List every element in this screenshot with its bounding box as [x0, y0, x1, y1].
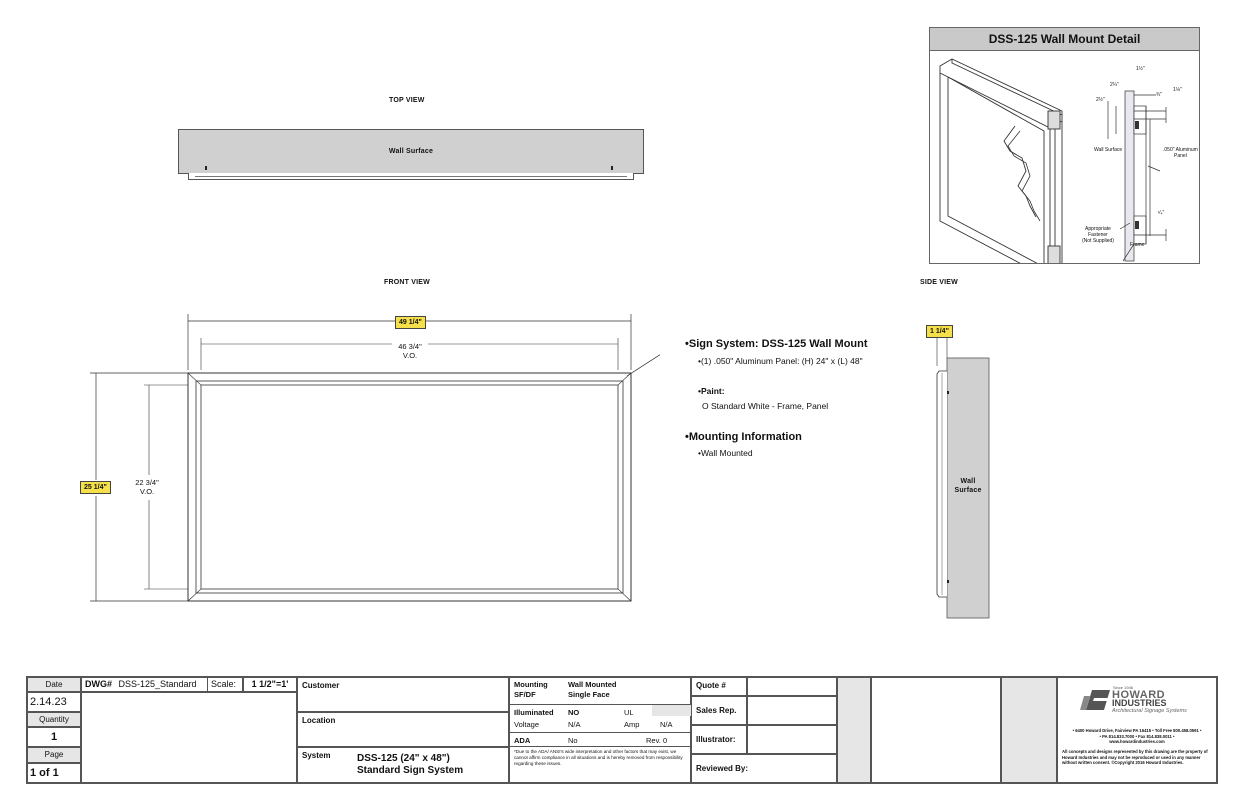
- detail-dim-c: ¾": [1156, 92, 1162, 98]
- quote-value: [747, 677, 837, 696]
- company-block: [1057, 677, 1217, 783]
- detail-panel-1: .050" Aluminum: [1163, 147, 1198, 153]
- overall-width-tag: 49 1/4": [395, 316, 426, 329]
- quantity-value: 1: [27, 727, 81, 747]
- company-logo-icon: [1080, 688, 1110, 712]
- spec-mounting-line: •Wall Mounted: [698, 448, 753, 458]
- system-line-1: DSS-125 (24" x 48"): [357, 753, 450, 764]
- location-value: [349, 712, 509, 747]
- location-label: Location: [297, 712, 349, 747]
- detail-fastener-2: Fastener: [1088, 232, 1108, 238]
- side-view-label: SIDE VIEW: [920, 279, 958, 286]
- illuminated-value: NO: [568, 708, 580, 717]
- voltage-label: Voltage: [514, 720, 540, 729]
- spec-paint-title: •Paint:: [698, 386, 725, 396]
- sales-label: Sales Rep.: [691, 696, 747, 725]
- page-value: 1 of 1: [27, 763, 81, 783]
- detail-drawing: [930, 51, 1199, 263]
- vo-width-dim: [392, 342, 428, 360]
- quote-label: Quote #: [691, 677, 747, 696]
- sfdf-value: Single Face: [568, 690, 610, 699]
- ada-value: No: [568, 736, 578, 745]
- detail-title: DSS-125 Wall Mount Detail: [930, 28, 1199, 51]
- company-tagline: Architectural Signage Systems: [1112, 708, 1187, 714]
- rev-value: Rev. 0: [646, 736, 668, 745]
- company-address-2: • PA 814.833.7000 • Fax 814.838.0011 •: [1099, 733, 1175, 739]
- illustrator-value: [747, 725, 837, 754]
- company-small: Since 1946: [1113, 685, 1134, 690]
- spec-mounting-title: •Mounting Information: [685, 431, 802, 443]
- dwg-label: DWG#: [85, 679, 112, 689]
- top-view-label: TOP VIEW: [389, 97, 425, 104]
- scale-label: Scale:: [207, 677, 243, 692]
- ul-label: UL: [624, 708, 634, 717]
- sfdf-label: SF/DF: [514, 690, 536, 699]
- front-view-label: FRONT VIEW: [384, 279, 430, 286]
- side-wall-label-1: Wall: [960, 478, 976, 485]
- quantity-label: Quantity: [27, 712, 81, 727]
- wall-mount-detail-panel: [929, 27, 1200, 264]
- reviewed-label: Reviewed By:: [691, 754, 837, 783]
- detail-dim-b: 2½": [1096, 97, 1105, 103]
- illustrator-label: Illustrator:: [691, 725, 747, 754]
- top-view-wall: [178, 129, 644, 174]
- detail-panel-2: Panel: [1174, 153, 1187, 159]
- detail-fastener-label: [1082, 226, 1114, 244]
- vo-width-sub: V.O.: [402, 351, 418, 360]
- system-line-2: Standard Sign System: [357, 765, 464, 776]
- vo-height-sub: V.O.: [139, 487, 155, 496]
- blank-col-1: [837, 677, 871, 783]
- date-value: 2.14.23: [27, 692, 81, 712]
- company-name-1: HOWARD: [1112, 689, 1166, 701]
- detail-dim-d: 1⅛": [1173, 87, 1182, 93]
- sales-value: [747, 696, 837, 725]
- amp-label: Amp: [624, 720, 640, 729]
- detail-dim-top: 1½": [1136, 66, 1145, 72]
- detail-dim-a: 2¼": [1110, 82, 1119, 88]
- side-wall-label: [948, 477, 988, 495]
- scale-value: 1 1/2"=1': [243, 677, 297, 692]
- spec-paint-line: O Standard White - Frame, Panel: [702, 401, 829, 411]
- customer-label: Customer: [297, 677, 349, 712]
- detail-fastener-1: Appropriate: [1085, 226, 1111, 232]
- system-value: [349, 747, 509, 783]
- company-web: www.howardindustries.com: [1109, 739, 1165, 744]
- page-label: Page: [27, 747, 81, 763]
- detail-frame-label: Frame: [1130, 242, 1145, 248]
- side-depth-tag: 1 1/4": [926, 325, 953, 338]
- illuminated-label: Illuminated: [514, 708, 554, 717]
- vo-width-value: 46 3/4": [398, 342, 422, 351]
- mounting-label: Mounting: [514, 680, 548, 689]
- system-label: System: [297, 747, 349, 783]
- blank-col-3: [1001, 677, 1057, 783]
- company-address-1: • 6400 Howard Drive, Fairview PA 16415 • Toll Free 800.458.0591 •: [1072, 728, 1202, 733]
- spec-system-line: •(1) .050" Aluminum Panel: (H) 24" x (L) 48": [698, 356, 863, 366]
- ada-disclaimer: *Due to the ADA/ ANSI's wide interpretation and other factors that may exist, we cannot affirm compliance in all situations and is hereby removed from responsibility regarding these issues.: [514, 749, 683, 766]
- company-legal: All concepts and designs represented by this drawing are the property of Howard Industries and may not be reproduced or used in any manner without written consent. ©Copyright 2016 Howard Industries.: [1062, 749, 1208, 765]
- mounting-value: Wall Mounted: [568, 680, 617, 689]
- title-block: [26, 676, 1218, 784]
- detail-fastener-3: (Not Supplied): [1082, 238, 1114, 244]
- voltage-value: N/A: [568, 720, 581, 729]
- front-view-drawing: [60, 300, 660, 610]
- overall-height-tag: 25 1/4": [80, 481, 111, 494]
- ada-label: ADA: [514, 736, 531, 745]
- top-wall-label: Wall Surface: [388, 148, 434, 155]
- amp-value: N/A: [660, 720, 673, 729]
- detail-wall-surface: Wall Surface: [1094, 147, 1123, 153]
- detail-dim-e: ¹⁄₄": [1158, 210, 1165, 216]
- detail-panel-label: [1163, 147, 1198, 159]
- vo-height-value: 22 3/4": [135, 478, 159, 487]
- company-name-2: INDUSTRIES: [1112, 698, 1167, 708]
- mounting-block: [509, 677, 691, 783]
- vo-height-dim: [132, 478, 162, 496]
- drawing-notes-area: [81, 692, 297, 783]
- blank-col-2: [871, 677, 1001, 783]
- side-wall-label-2: Surface: [954, 487, 982, 494]
- dwg-value: DSS-125_Standard: [118, 679, 197, 689]
- customer-value: [349, 677, 509, 712]
- spec-system-title: •Sign System: DSS-125 Wall Mount: [685, 338, 868, 350]
- date-label: Date: [27, 677, 81, 692]
- top-view-sign-frame: [188, 173, 634, 180]
